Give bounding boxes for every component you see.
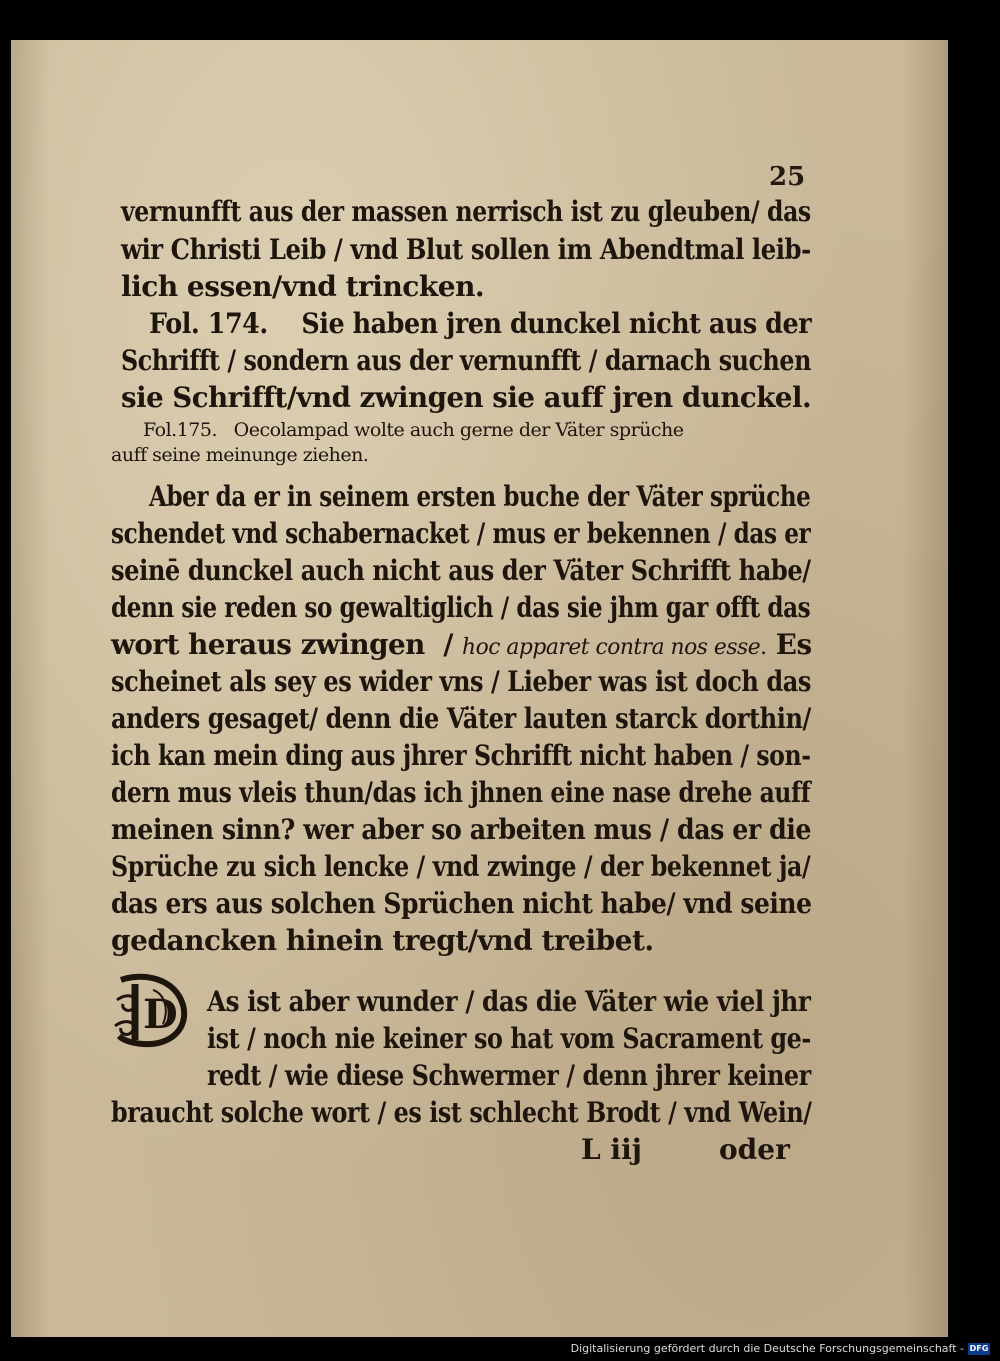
text-line: ist / noch nie keiner so hat vom Sacrament ge- [207, 1022, 811, 1055]
text-line: Aber da er in seinem ersten buche der Väter sprüche [149, 480, 811, 513]
marginal-note-line: Fol.175. Oecolampad wolte auch gerne der Väter sprüche [143, 419, 684, 441]
text-line: Fol. 174. Sie haben jren dunckel nicht aus der [149, 307, 812, 340]
marginal-note-line: auff seine meinunge ziehen. [111, 444, 369, 466]
text-line: denn sie reden so gewaltiglich / das sie jhm gar offt das [111, 591, 811, 624]
text-line: Sprüche zu sich lencke / vnd zwinge / der bekennet ja/ [111, 850, 811, 883]
text-line: sie Schrifft/vnd zwingen sie auff jren dunckel. [121, 381, 812, 414]
text-segment: wort heraus zwingen / [111, 628, 463, 661]
text-segment: Es [766, 628, 812, 661]
text-line: braucht solche wort / es ist schlecht Brodt / vnd Wein/ [111, 1096, 812, 1129]
footer-credit [571, 1342, 990, 1355]
footer-text: Digitalisierung gefördert durch die Deutsche Forschungsgemeinschaft - [570, 1342, 964, 1355]
text-line: das ers aus solchen Sprüchen nicht habe/ vnd seine [111, 887, 812, 920]
catchword: oder [719, 1133, 790, 1166]
text-line: seinē dunckel auch nicht aus der Väter Schrifft habe/ [111, 554, 811, 587]
text-line: gedancken hinein tregt/vnd treibet. [111, 924, 654, 957]
text-line: Schrifft / sondern aus der vernunfft / darnach suchen [121, 344, 811, 377]
decorated-initial [113, 970, 191, 1050]
text-line: As ist aber wunder / das die Väter wie viel jhr [207, 985, 811, 1018]
text-line: meinen sinn? wer aber so arbeiten mus / das er die [111, 813, 812, 846]
signature-mark: L iij [581, 1133, 642, 1166]
text-line: schendet vnd schabernacket / mus er bekennen / das er [111, 517, 811, 550]
text-line: lich essen/vnd trincken. [121, 270, 485, 303]
book-page [11, 40, 948, 1337]
text-line: ich kan mein ding aus jhrer Schrifft nicht haben / son- [111, 739, 811, 772]
initial-letter: D [143, 991, 178, 1038]
text-line: vernunfft aus der massen nerrisch ist zu gleuben/ das [121, 195, 811, 228]
text-line: anders gesaget/ denn die Väter lauten starck dorthin/ [111, 702, 811, 735]
text-line: redt / wie diese Schwermer / denn jhrer keiner [207, 1059, 811, 1092]
page-number: 25 [769, 162, 806, 192]
text-line: dern mus vleis thun/das ich jhnen eine nase drehe auff [111, 776, 811, 809]
text-line: scheinet als sey es wider vns / Lieber was ist doch das [111, 665, 811, 698]
dfg-logo-icon: DFG [969, 1343, 989, 1353]
latin-quote: hoc apparet contra nos esse. [462, 635, 767, 660]
text-line-mixed [111, 628, 812, 661]
decorated-initial-icon [113, 970, 191, 1050]
text-line: wir Christi Leib / vnd Blut sollen im Abendtmal leib- [121, 233, 811, 266]
